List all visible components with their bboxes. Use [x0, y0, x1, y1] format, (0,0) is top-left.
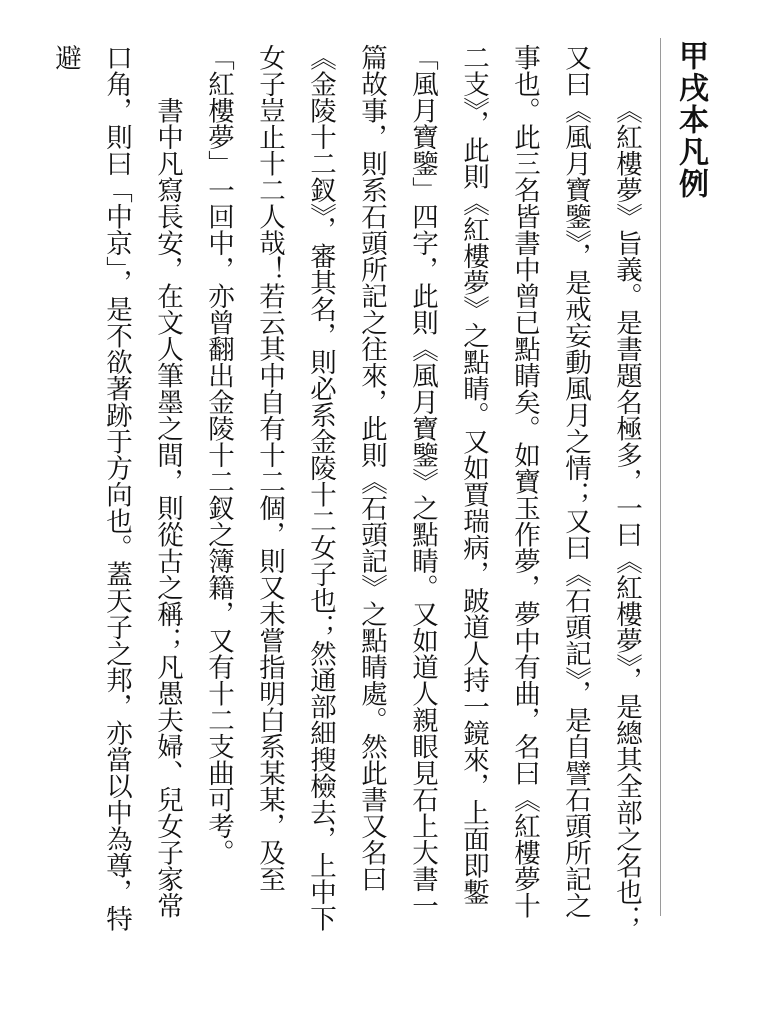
- paragraph-2: 書中凡寫長安，在文人筆墨之間，則從古之稱；凡愚夫婦、兒女子家常口角，則曰「中京」，是不欲著跡于方向也。蓋天子之邦，亦當以中為尊，特避: [50, 44, 183, 932]
- title-divider: [660, 38, 661, 916]
- paragraph-1: 《紅樓夢》旨義。是書題名極多，一曰《紅樓夢》，是總其全部之名也；又曰《風月寶鑒》，是戒妄動風月之情；又曰《石頭記》，是自譬石頭所記之事也。此三名皆書中曾已點睛矣。如寶玉作夢，夢中有曲，名曰《紅樓夢十二支》，此則《紅樓夢》之點睛。又如賈瑞病，跛道人持一鏡來，上面即鏨「風月寶鑒」四字，此則《風月寶鑒》之點睛。又如道人親眼見石上大書一篇故事，則系石頭所記之往來，此則《石頭記》之點睛處。然此書又名曰《金陵十二釵》，審其名，則必系金陵十二女子也；然通部細搜檢去，上中下女子豈止十二人哉！若云其中自有十二個，則又未嘗指明白系某某，及至「紅樓夢」一回中，亦曾翻出金陵十二釵之簿籍，又有十二支曲可考。: [203, 44, 642, 932]
- page-title: 甲戌本凡例: [673, 40, 708, 200]
- document-body: [50, 44, 652, 944]
